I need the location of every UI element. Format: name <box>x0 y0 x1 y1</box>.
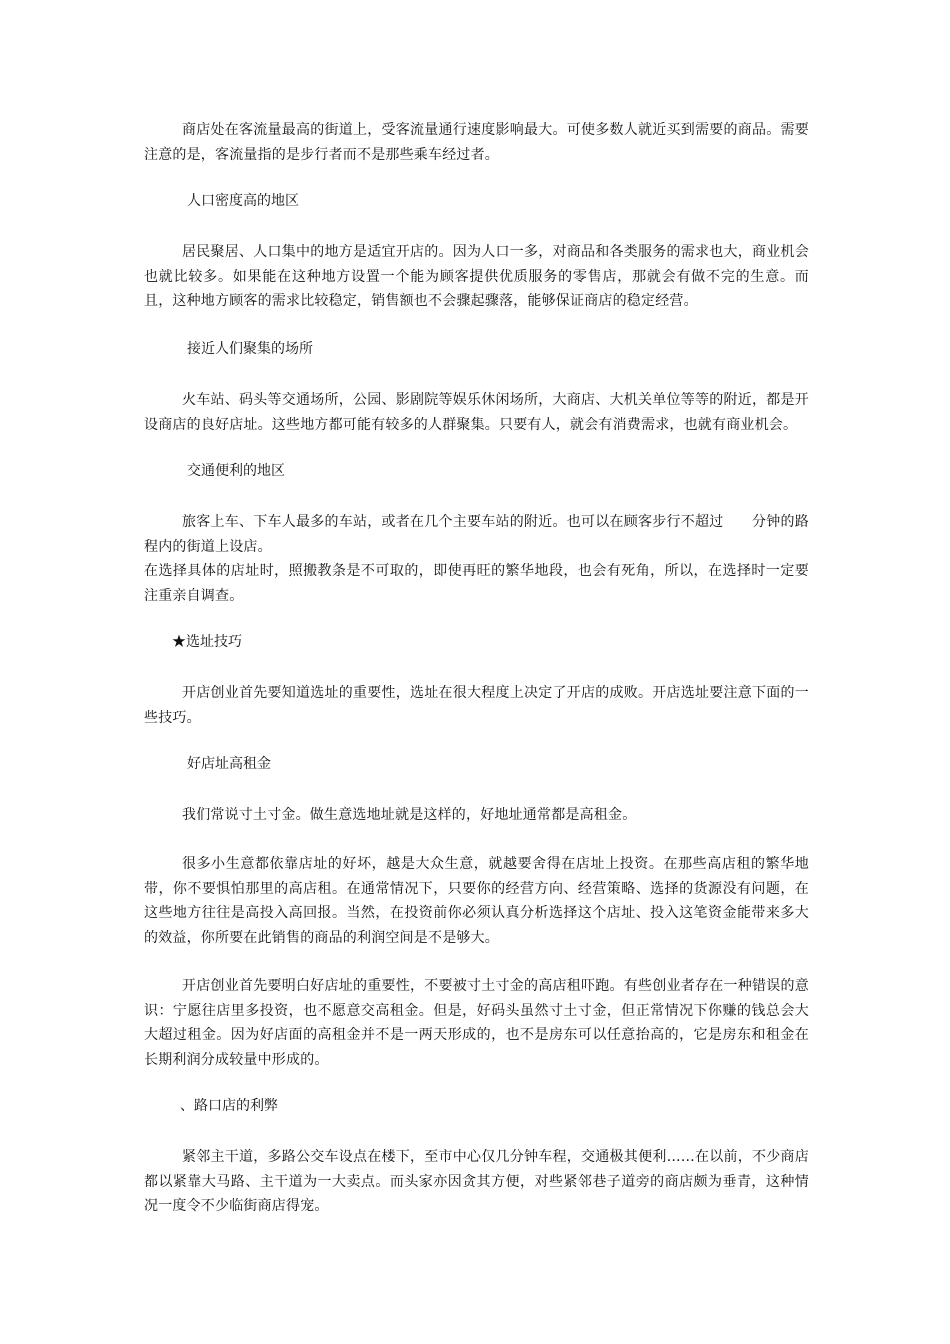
heading-site-selection-tips: ★选址技巧 <box>172 634 242 650</box>
paragraph-precious-land <box>144 803 809 828</box>
paragraph-site-selection-intro <box>144 681 809 730</box>
heading-gathering-places: 接近人们聚集的场所 <box>187 341 313 357</box>
paragraph-text: 火车站、码头等交通场所，公园、影剧院等娱乐休闲场所，大商店、大机关单位等等的附近，都是开设商店的良好店址。这些地方都可能有较多的人群聚集。只要有人，就会有消费需求，也就有商业机会。 <box>144 392 809 433</box>
heading-dense-population: 人口密度高的地区 <box>187 193 299 209</box>
paragraph-invest-in-location <box>144 852 809 950</box>
paragraph-text: 商店处在客流量最高的街道上，受客流量通行速度影响最大。可使多数人就近买到需要的商品。需要注意的是，客流量指的是步行者而不是那些乘车经过者。 <box>144 122 809 163</box>
paragraph-convenient-transport <box>144 510 809 608</box>
paragraph-text: 旅客上车、下车人最多的车站，或者在几个主要车站的附近。也可以在顾客步行不超过 分钟的路程内的街道上设店。 <box>144 514 809 555</box>
heading-convenient-transport: 交通便利的地区 <box>187 463 285 479</box>
paragraph-text: 我们常说寸土寸金。做生意选地址就是这样的，好地址通常都是高租金。 <box>182 807 637 823</box>
paragraph-text: 开店创业首先要明白好店址的重要性，不要被寸土寸金的高店租吓跑。有些创业者存在一种错误的意识：宁愿往店里多投资，也不愿意交高租金。但是，好码头虽然寸土寸金，但正常情况下你赚的钱总会大大超过租金。因为好店面的高租金并不是一两天形成的，也不是房东可以任意抬高的，它是房东和租金在长期利润分成较量中形成的。 <box>144 978 809 1068</box>
paragraph-importance-of-site <box>144 974 809 1072</box>
paragraph-text: 开店创业首先要知道选址的重要性，选址在很大程度上决定了开店的成败。开店选址要注意下面的一些技巧。 <box>144 685 809 726</box>
paragraph-text: 在选择具体的店址时，照搬教条是不可取的，即使再旺的繁华地段，也会有死角，所以，在选择时一定要注重亲自调查。 <box>144 563 809 604</box>
paragraph-text: 居民聚居、人口集中的地方是适宜开店的。因为人口一多，对商品和各类服务的需求也大，商业机会也就比较多。如果能在这种地方设置一个能为顾客提供优质服务的零售店，那就会有做不完的生意。而且，这种地方顾客的需求比较稳定，销售额也不会骤起骤落，能够保证商店的稳定经营。 <box>144 244 809 309</box>
paragraph-gathering-places <box>144 388 809 437</box>
paragraph-text: 很多小生意都依靠店址的好坏，越是大众生意，就越要舍得在店址上投资。在那些高店租的繁华地带，你不要惧怕那里的高店租。在通常情况下，只要你的经营方向、经营策略、选择的货源没有问题，在这些地方往往是高投入高回报。当然，在投资前你必须认真分析选择这个店址、投入这笔资金能带来多大的效益，你所要在此销售的商品的利润空间是不是够大。 <box>144 856 809 946</box>
paragraph-foot-traffic <box>144 118 809 167</box>
heading-corner-shop: 、路口店的利弊 <box>180 1098 278 1114</box>
paragraph-corner-shop <box>144 1145 809 1219</box>
heading-good-site-high-rent: 好店址高租金 <box>187 756 271 772</box>
paragraph-text: 紧邻主干道，多路公交车设点在楼下，至市中心仅几分钟车程，交通极其便利……在以前，不少商店都以紧靠大马路、主干道为一大卖点。而头家亦因贪其方便，对些紧邻巷子道旁的商店颇为垂青，这种情况一度令不少临街商店得宠。 <box>144 1149 809 1214</box>
paragraph-dense-population <box>144 240 809 314</box>
